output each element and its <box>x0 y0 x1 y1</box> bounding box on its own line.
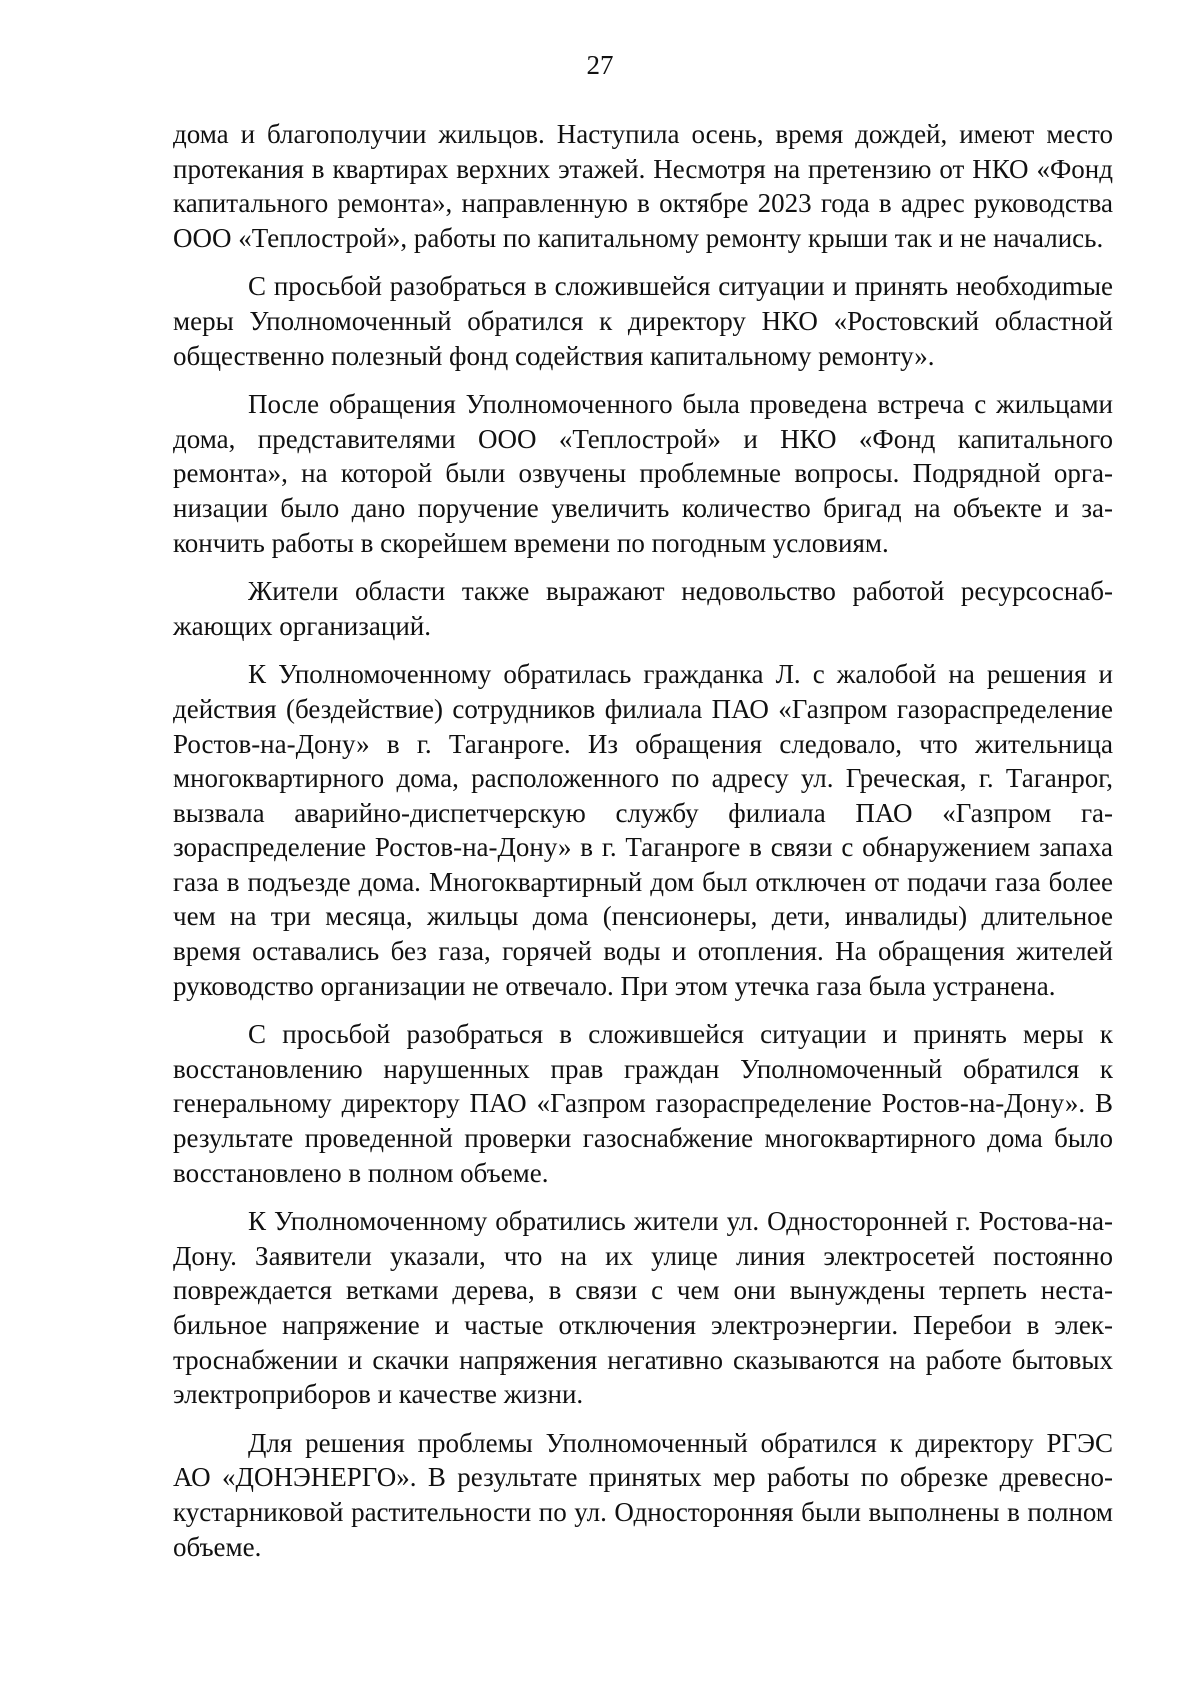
paragraph-roof-repair-continuation: дома и благополучии жильцов. Наступила осень, время дождей, имеют место протекания в квартирах верхних этажей. Несмотря на претензию от НКО «Фонд капитального ремонта», направленную в октябре 2023 года в адрес руководства ООО «Теплострой», работы по капитальному ремонту крыши так и не начались. <box>173 119 1113 253</box>
paragraph-tree-trimming-result: Для решения проблемы Уполномоченный обратился к директору РГЭС АО «ДОНЭНЕРГО». В результате принятых мер работы по обрезке древесно-кустарниковой растительности по ул. Односторонняя были выполнены в полном объеме. <box>173 1427 1113 1562</box>
paragraph-meeting-with-residents: После обращения Уполномоченного была проведена встреча с жильцами дома, представителями ООО «Теплострой» и НКО «Фонд капитального ремонта», на которой были озвучены проблемные вопросы. Подрядной организации было дано поручение увеличить количество бригад на объекте и закончить работы в скорейшем времени по погодным условиям. <box>173 389 1113 558</box>
body-text <box>173 117 1113 1578</box>
paragraph-gas-supply-restored: С просьбой разобраться в сложившейся ситуации и принять меры к восстановлению нарушенных прав граждан Уполномоченный обратился к генеральному директору ПАО «Газпром газораспределение Ростов-на-Дону». В результате проведенной проверки газоснабжение многоквартирного дома было восстановлено в полном объеме. <box>173 1019 1113 1188</box>
paragraph-gas-complaint-taganrog: К Уполномоченному обратилась гражданка Л. с жалобой на решения и действия (бездействие) сотрудников филиала ПАО «Газпром газораспределение Ростов-на-Дону» в г. Таганроге. Из обращения следовало, что жительница многоквартирного дома, расположенного по адресу ул. Греческая, г. Таганрог, вызвала аварийно-диспетчерскую службу филиала ПАО «Газпром газораспределение Ростов-на-Дону» в г. Таганроге в связи с обнаружением запаха газа в подъезде дома. Многоквартирный дом был отключен от подачи газа более чем на три месяца, жильцы дома (пенсионеры, дети, инвалиды) длительное время оставались без газа, горячей воды и отопления. На обращения жителей руководство организации не отвечало. При этом утечка газа была устранена. <box>173 659 1113 1001</box>
paragraph-power-line-complaint: К Уполномоченному обратились жители ул. Односторонней г. Ростова-на-Дону. Заявители указали, что на их улице линия электросетей постоянно повреждается ветками дерева, в связи с чем они вынуждены терпеть нестабильное напряжение и частые отключения электроэнергии. Перебои в электроснабжении и скачки напряжения негативно сказываются на работе бытовых электроприборов и качестве жизни. <box>173 1206 1113 1410</box>
paragraph-appeal-capital-repair-fund: С просьбой разобраться в сложившейся ситуации и принять необходиmые меры Уполномоченный обратился к директору НКО «Ростовский областной общественно полезный фонд содействия капитальному ремонту». <box>173 271 1113 371</box>
page-number: 27 <box>586 50 614 80</box>
paragraph-resource-supply-complaints: Жители области также выражают недовольство работой ресурсоснабжающих организаций. <box>173 576 1113 641</box>
